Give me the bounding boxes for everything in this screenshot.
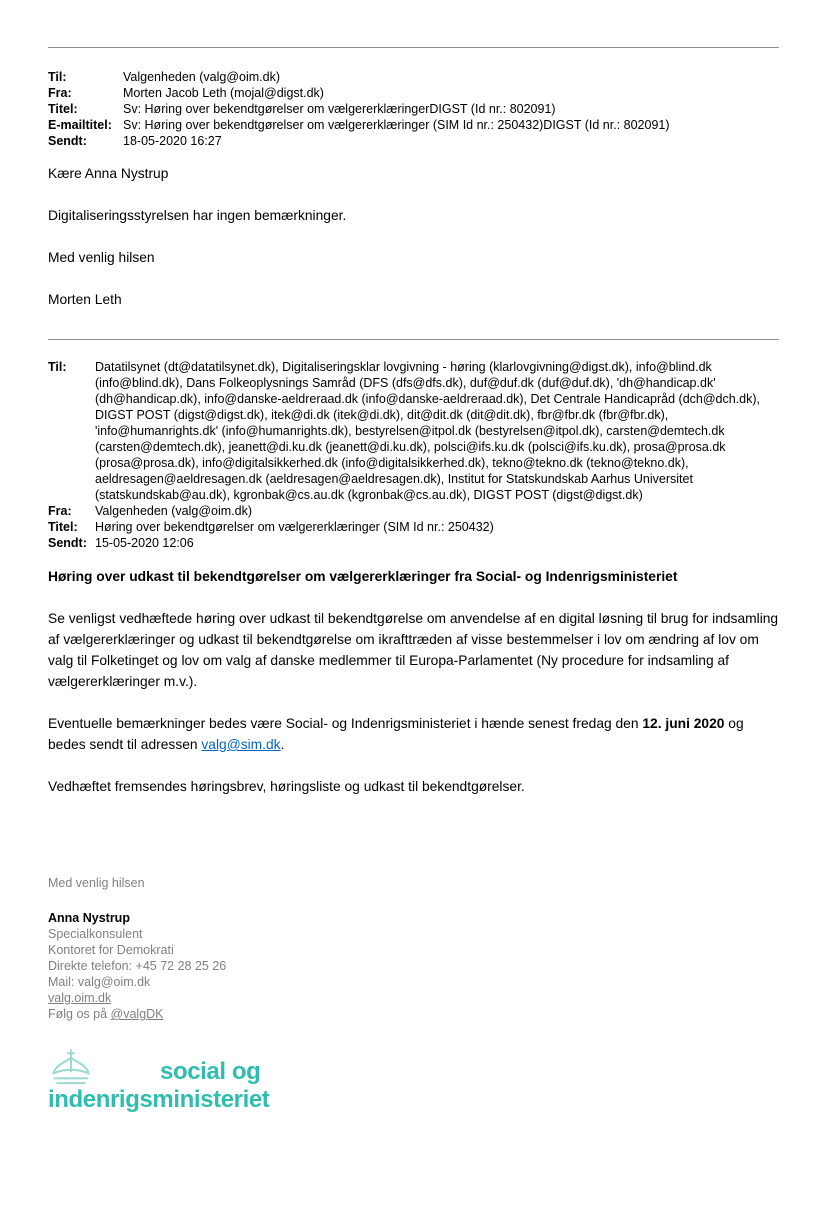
crown-icon xyxy=(49,1048,93,1088)
header-label-sendt: Sendt: xyxy=(48,536,87,550)
signature-job-title: Specialkonsulent xyxy=(48,927,143,941)
consultation-heading: Høring over udkast til bekendtgørelser om vælgererklæringer fra Social- og Indenrigsministeriet xyxy=(48,569,678,584)
divider-top xyxy=(48,47,779,48)
divider-mid xyxy=(48,339,779,340)
reply-greeting: Kære Anna Nystrup xyxy=(48,166,169,181)
header-value-titel: Høring over bekendtgørelser om vælgererklæringer (SIM Id nr.: 250432) xyxy=(95,520,494,534)
valg-sim-dk-link[interactable]: valg@sim.dk xyxy=(201,737,281,752)
email-reply-headers xyxy=(48,69,779,149)
consultation-paragraph-3: Vedhæftet fremsendes høringsbrev, høringsliste og udkast til bekendtgørelser. xyxy=(48,779,525,794)
valg-oim-dk-link[interactable]: valg.oim.dk xyxy=(48,991,112,1005)
header-value-til: Valgenheden (valg@oim.dk) xyxy=(123,70,280,84)
header-label-fra: Fra: xyxy=(48,504,72,518)
email-document xyxy=(0,47,827,1122)
header-label-sendt: Sendt: xyxy=(48,134,87,148)
deadline-text-start: Eventuelle bemærkninger bedes være Social- og Indenrigsministeriet i hænde senest fredag den xyxy=(48,716,643,731)
signature-phone: Direkte telefon: +45 72 28 25 26 xyxy=(48,959,227,973)
logo-line-1: social og xyxy=(160,1058,261,1085)
signature-greeting: Med venlig hilsen xyxy=(48,876,145,890)
reply-line-regards: Med venlig hilsen xyxy=(48,250,155,265)
header-value-fra: Valgenheden (valg@oim.dk) xyxy=(95,504,252,518)
email-reply xyxy=(48,69,779,310)
signature-department: Kontoret for Demokrati xyxy=(48,943,174,957)
consultation-paragraph-2 xyxy=(48,713,779,755)
email-reply-body xyxy=(48,163,779,310)
ministry-logo xyxy=(48,1046,779,1122)
header-value-titel: Sv: Høring over bekendtgørelser om vælgererklæringerDIGST (Id nr.: 802091) xyxy=(123,102,556,116)
header-label-titel: Titel: xyxy=(48,102,78,116)
reply-line-sender-name: Morten Leth xyxy=(48,292,122,307)
email-original-headers xyxy=(48,359,779,551)
header-value-til-recipients: Datatilsynet (dt@datatilsynet.dk), Digitaliseringsklar lovgivning - høring (klarlovgivning@digst.dk), info@blind.dk (info@blind.dk), Dans Folkeoplysnings Samråd (DFS (dfs@dfs.dk), duf@duf.dk (duf@duf.dk), 'dh@handicap.dk' (dh@handicap.dk), info@danske-aeldreraad.dk (info@danske-aeldreraad.dk), Det Centrale Handicapråd (dch@dch.dk), DIGST POST (digst@digst.dk), itek@di.dk (itek@di.dk), dit@dit.dk (dit@dit.dk), fbr@fbr.dk (fbr@fbr.dk), 'info@humanrights.dk' (info@humanrights.dk), bestyrelsen@itpol.dk (bestyrelsen@itpol.dk), carsten@demtech.dk (carsten@demtech.dk), jeanett@di.ku.dk (jeanett@di.ku.dk), polsci@ifs.ku.dk (polsci@ifs.ku.dk), prosa@prosa.dk (prosa@prosa.dk), info@digitalsikkerhed.dk (info@digitalsikkerhed.dk), tekno@tekno.dk (tekno@tekno.dk), aeldresagen@aeldresagen.dk (aeldresagen@aeldresagen.dk), Institut for Statskundskab Aarhus Universitet (statskundskab@au.dk), kgronbak@cs.au.dk (kgronbak@cs.au.dk), DIGST POST (digst@digst.dk) xyxy=(95,360,760,502)
ministry-logo-text xyxy=(48,1046,779,1114)
deadline-text-mid: og bedes sendt til adressen xyxy=(48,716,744,752)
signature-name: Anna Nystrup xyxy=(48,911,130,925)
deadline-date: 12. juni 2020 xyxy=(642,716,725,731)
header-value-fra: Morten Jacob Leth (mojal@digst.dk) xyxy=(123,86,324,100)
header-value-emailtitel: Sv: Høring over bekendtgørelser om vælgererklæringer (SIM Id nr.: 250432)DIGST (Id nr.: 802091) xyxy=(123,118,670,132)
follow-text: Følg os på xyxy=(48,1007,111,1021)
signature-follow xyxy=(48,1006,779,1022)
email-original xyxy=(48,359,779,797)
header-label-til: Til: xyxy=(48,360,67,374)
header-value-sendt: 15-05-2020 12:06 xyxy=(95,536,194,550)
signature-block xyxy=(48,875,779,1022)
reply-line-remarks: Digitaliseringsstyrelsen har ingen bemærkninger. xyxy=(48,208,347,223)
header-label-emailtitel: E-mailtitel: xyxy=(48,118,112,132)
logo-line-2: indenrigsministeriet xyxy=(48,1086,270,1113)
signature-mail: Mail: valg@oim.dk xyxy=(48,975,151,989)
email-original-body xyxy=(48,566,779,797)
header-value-sendt: 18-05-2020 16:27 xyxy=(123,134,222,148)
header-label-titel: Titel: xyxy=(48,520,78,534)
header-label-til: Til: xyxy=(48,70,67,84)
header-label-fra: Fra: xyxy=(48,86,72,100)
valgdk-twitter-link[interactable]: @valgDK xyxy=(110,1007,164,1021)
consultation-paragraph-1: Se venligst vedhæftede høring over udkast til bekendtgørelse om anvendelse af en digital løsning til brug for indsamling af vælgererklæringer og udkast til bekendtgørelse om ikrafttræden af visse bestemmelser i lov om ændring af lov om valg til Folketinget og lov om valg af danske medlemmer til Europa-Parlamentet (Ny procedure for indsamling af vælgererklæringer m.v.). xyxy=(48,611,779,689)
deadline-text-end: . xyxy=(280,737,285,752)
